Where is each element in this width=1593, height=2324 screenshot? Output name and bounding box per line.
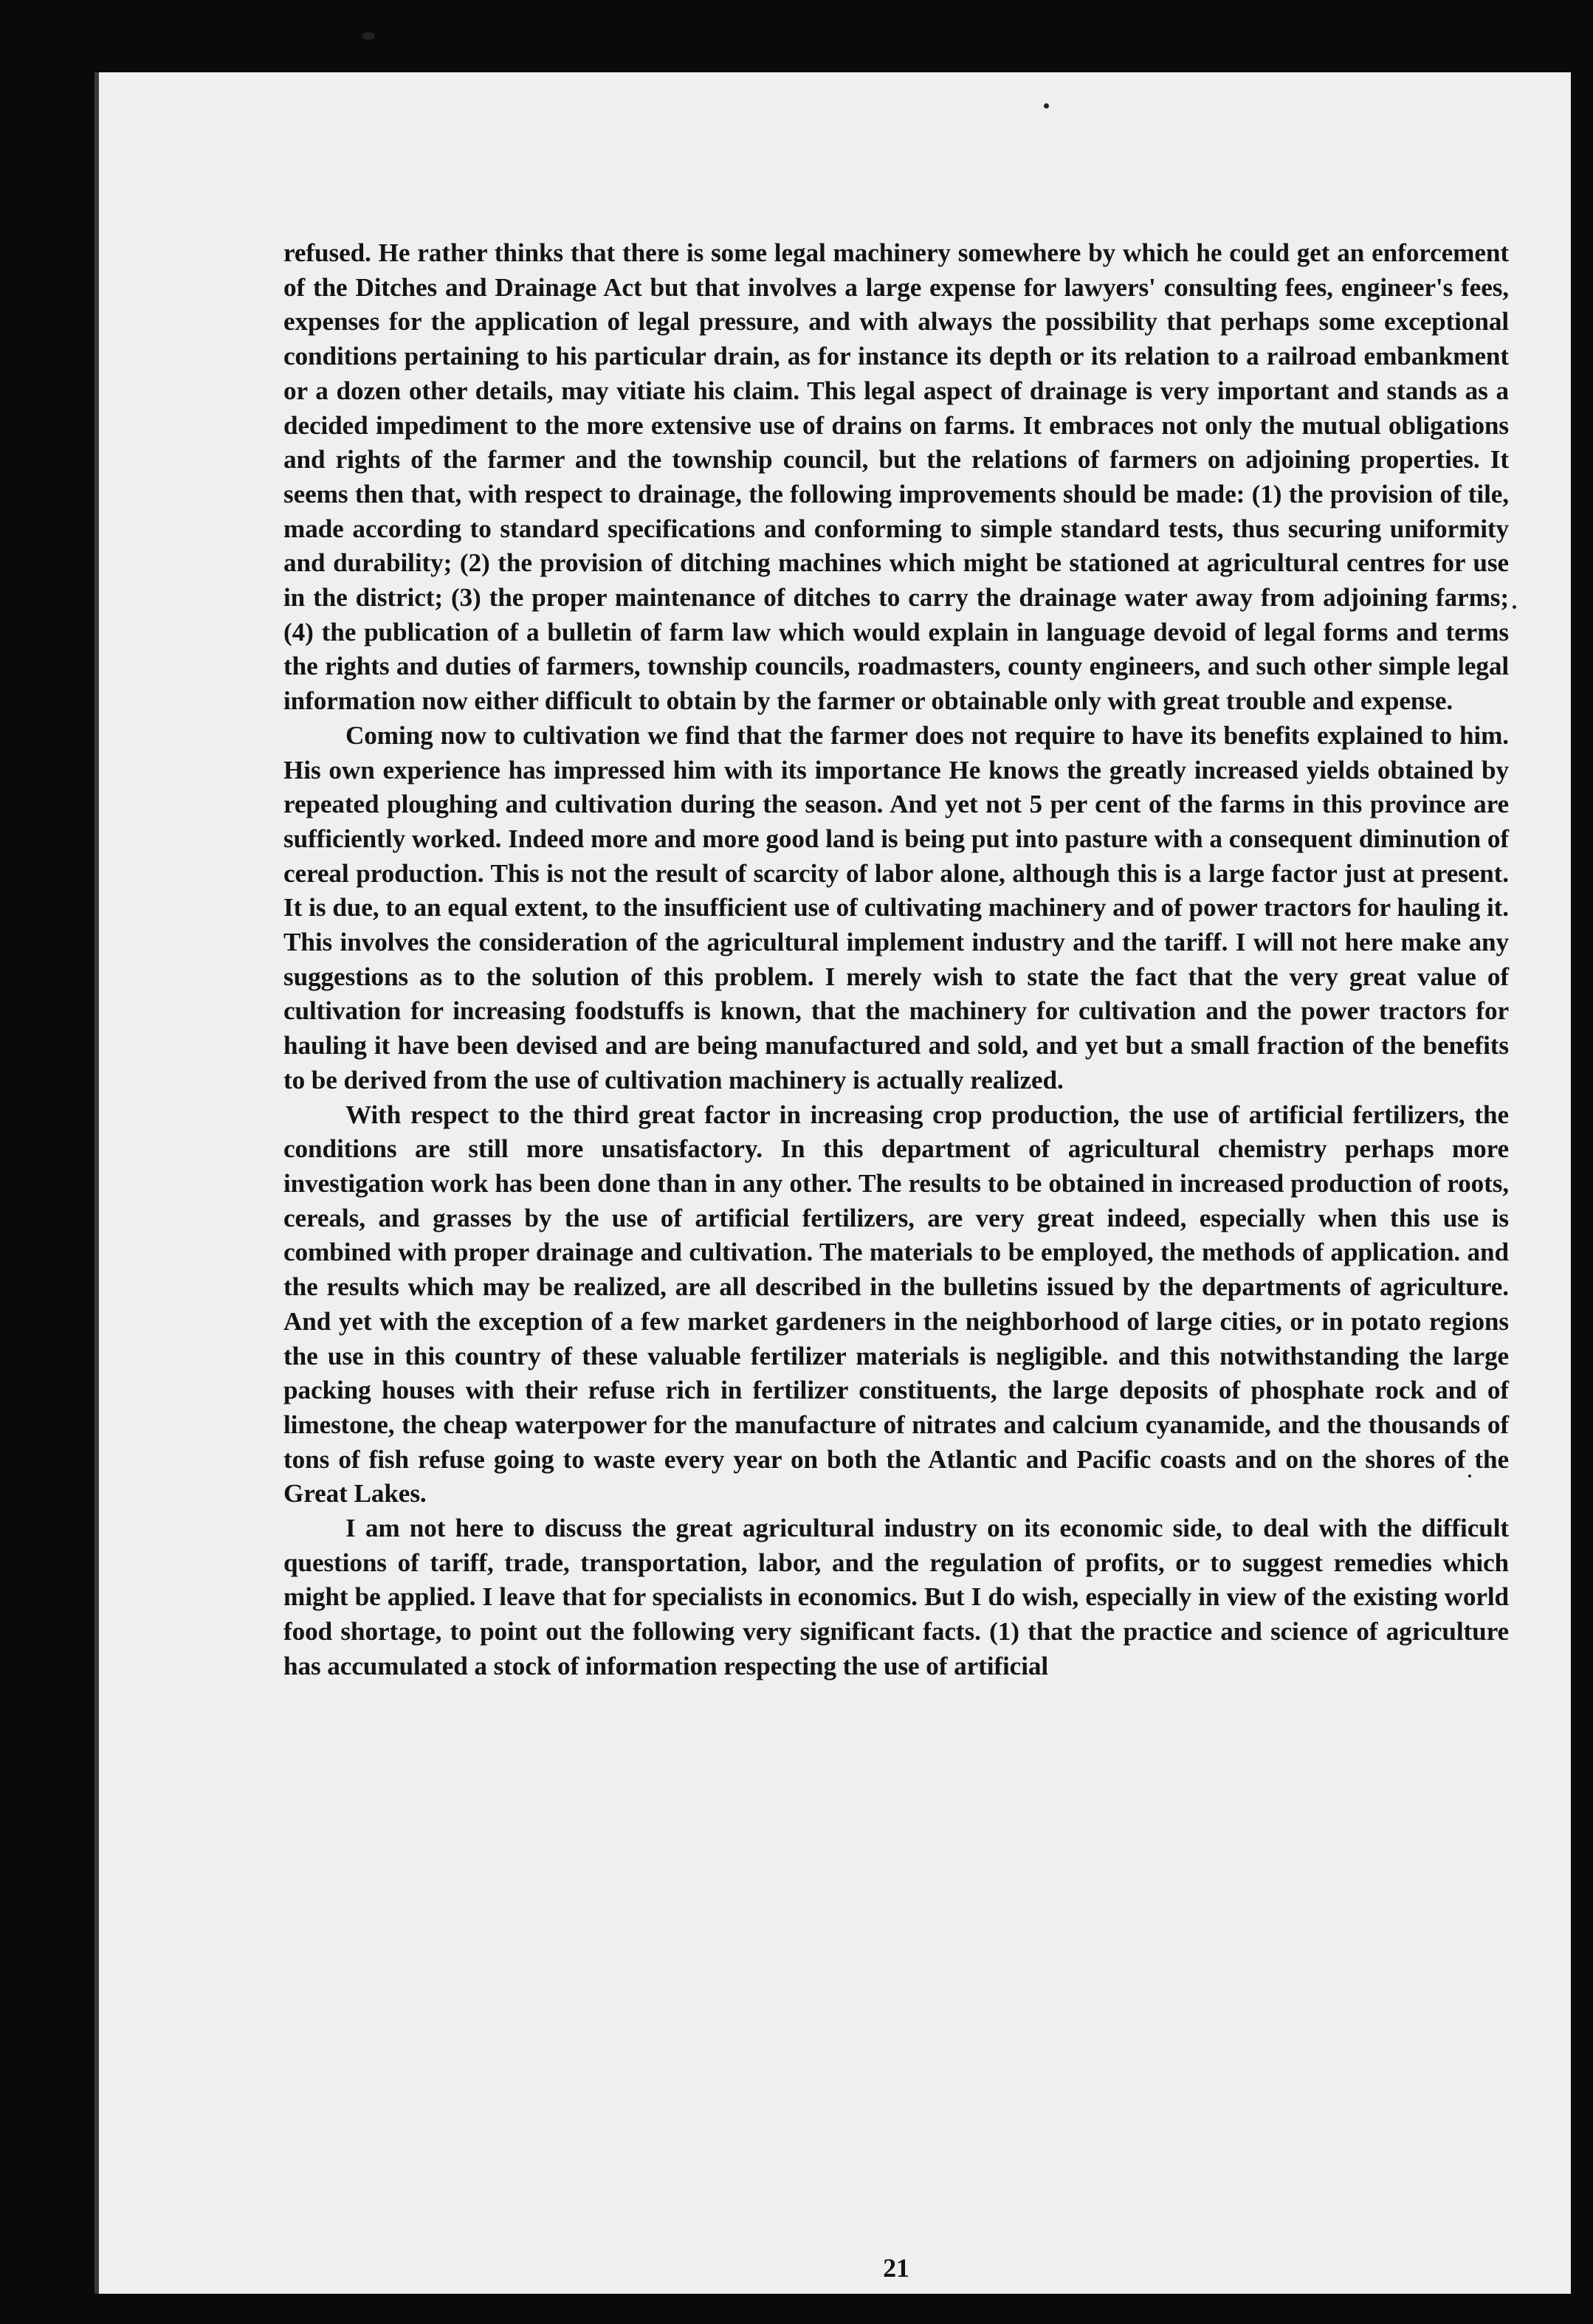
page-number: 21 xyxy=(883,2253,909,2283)
paragraph-4: I am not here to discuss the great agricultural industry on its economic side, to deal with the difficult questions of tariff, trade, transportation, labor, and the regulation of profits, or to suggest remedies which might be applied. I leave that for specialists in economics. But I do wish, especially in view of the existing world food shortage, to point out the following very significant facts. (1) that the practice and science of agriculture has accumulated a stock of information respecting the use of artificial xyxy=(283,1514,1509,1680)
paragraph-1: refused. He rather thinks that there is some legal machinery somewhere by which he could get an enforcement of the Ditches and Drainage Act but that involves a large expense for lawyers' consulting fees, engineer's fees, expenses for the application of legal pressure, and with always the possibility that perhaps some exceptional conditions pertaining to his particular drain, as for instance its depth or its relation to a railroad embankment or a dozen other details, may vitiate his claim. This legal aspect of drainage is very important and stands as a decided impediment to the more extensive use of drains on farms. It embraces not only the mutual obligations and rights of the farmer and the township council, but the relations of farmers on adjoining properties. It seems then that, with respect to drainage, the following improvements should be made: (1) the provision of tile, made according to standard specifications and conforming to simple standard tests, thus securing uniformity and durability; (2) the provision of ditching machines which might be stationed at agricultural centres for use in the district; (3) the proper maintenance of ditches to carry the drainage water away from adjoining farms; (4) the publication of a bulletin of farm law which would explain in language devoid of legal forms and terms the rights and duties of farmers, township councils, roadmasters, county engineers, and such other simple legal information now either difficult to obtain by the farmer or obtainable only with great trouble and expense. xyxy=(283,238,1509,716)
ink-speck xyxy=(1044,103,1049,108)
page-body xyxy=(283,236,1509,2283)
paragraph-2: Coming now to cultivation we find that the farmer does not require to have its benefits explained to him. His own experience has impressed him with its importance He knows the greatly increased yields obtained by repeated ploughing and cultivation during the season. And yet not 5 per cent of the farms in this province are sufficiently worked. Indeed more and more good land is being put into pasture with a consequent diminution of cereal production. This is not the result of scarcity of labor alone, although this is a large factor just at present. It is due, to an equal extent, to the insufficient use of cultivating machinery and of power tractors for hauling it. This involves the consideration of the agricultural implement industry and the tariff. I will not here make any suggestions as to the solution of this problem. I merely wish to state the fact that the very great value of cultivation for increasing foodstuffs is known, that the machinery for cultivation and the power tractors for hauling it have been devised and are being manufactured and sold, and yet but a small fraction of the benefits to be derived from the use of cultivation machinery is actually realized. xyxy=(283,720,1509,1094)
ink-speck xyxy=(1513,605,1516,609)
document-page xyxy=(94,72,1571,2294)
ink-speck xyxy=(362,32,375,40)
paragraph-3: With respect to the third great factor in increasing crop production, the use of artificial fertilizers, the conditions are still more unsatisfactory. In this department of agricultural chemistry perhaps more investigation work has been done than in any other. The results to be obtained in increased production of roots, cereals, and grasses by the use of artificial fertilizers, are very great indeed, especially when this use is combined with proper drainage and cultivation. The materials to be employed, the methods of application. and the results which may be realized, are all described in the bulletins issued by the departments of agriculture. And yet with the exception of a few market gardeners in the neighborhood of large cities, or in potato regions the use in this country of these valuable fertilizer materials is negligible. and this notwithstanding the large packing houses with their refuse rich in fertilizer constituents, the large deposits of phosphate rock and of limestone, the cheap waterpower for the manufacture of nitrates and calcium cyanamide, and the thousands of tons of fish refuse going to waste every year on both the Atlantic and Pacific coasts and on the shores of the Great Lakes. xyxy=(283,1100,1509,1508)
